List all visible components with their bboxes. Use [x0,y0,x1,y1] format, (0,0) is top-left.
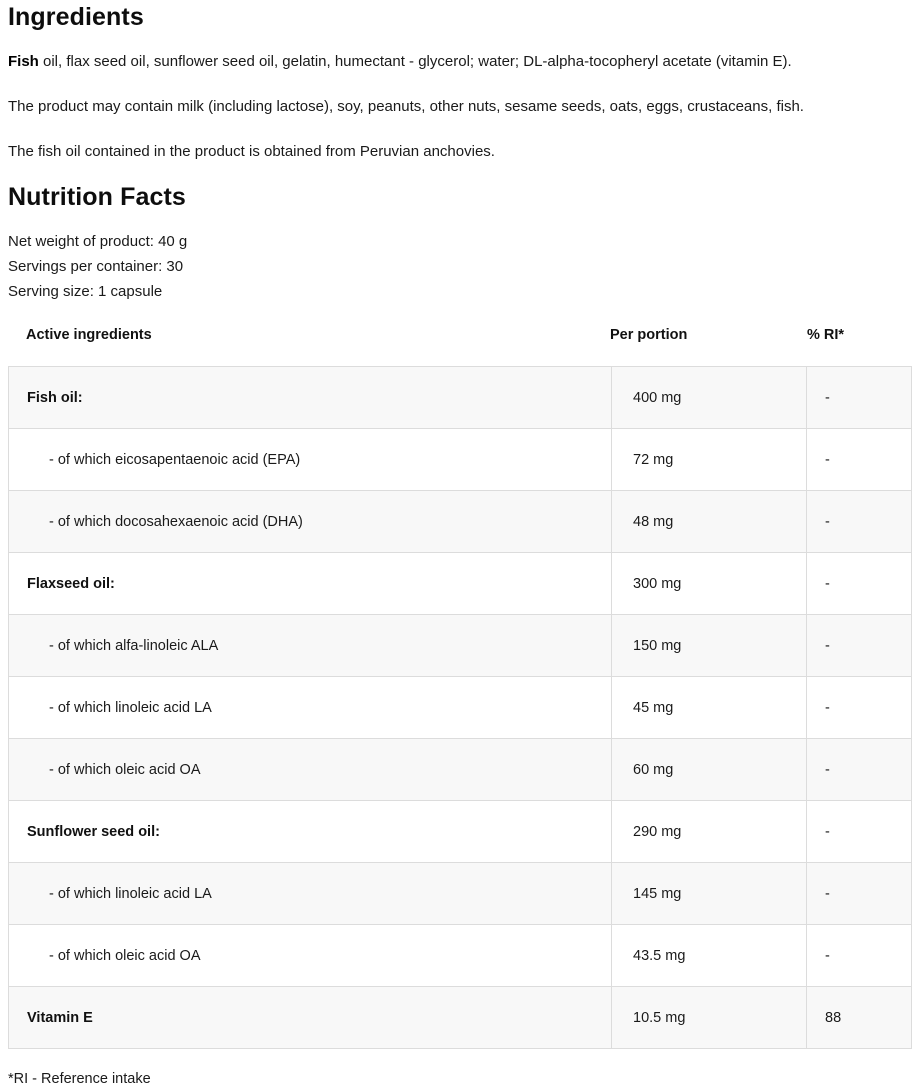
ingredients-list-text: oil, flax seed oil, sunflower seed oil, gelatin, humectant - glycerol; water; DL-alpha-tocopheryl acetate (vitamin E). [38,53,792,70]
table-row [9,491,912,553]
net-weight: Net weight of product: 40 g [8,233,188,250]
ri-value: - [807,615,912,677]
portion-value: 48 mg [612,491,807,553]
ingredients-list [8,53,792,70]
ingredient-name: - of which oleic acid OA [9,925,612,987]
table-header [8,318,911,356]
table-row [9,801,912,863]
table-row [9,367,912,429]
portion-value: 10.5 mg [612,987,807,1049]
ri-footnote: *RI - Reference intake [8,1071,151,1087]
ri-value: - [807,925,912,987]
table-row [9,987,912,1049]
header-active-ingredients: Active ingredients [26,327,152,343]
ri-value: 88 [807,987,912,1049]
ri-value: - [807,677,912,739]
header-per-portion: Per portion [610,327,688,343]
table-row [9,677,912,739]
servings-per-container: Servings per container: 30 [8,258,184,275]
table-row [9,739,912,801]
ingredient-name: Fish oil: [9,367,612,429]
ingredient-name: Vitamin E [9,987,612,1049]
ingredient-name: - of which eicosapentaenoic acid (EPA) [9,429,612,491]
portion-value: 300 mg [612,553,807,615]
portion-value: 290 mg [612,801,807,863]
ingredient-name: - of which linoleic acid LA [9,863,612,925]
ingredient-name: - of which linoleic acid LA [9,677,612,739]
serving-size: Serving size: 1 capsule [8,283,163,300]
product-meta [8,229,187,304]
portion-value: 43.5 mg [612,925,807,987]
ingredient-name: Flaxseed oil: [9,553,612,615]
portion-value: 60 mg [612,739,807,801]
nutrition-facts-heading: Nutrition Facts [8,183,186,211]
table-row [9,615,912,677]
ingredient-name: Sunflower seed oil: [9,801,612,863]
portion-value: 45 mg [612,677,807,739]
ri-value: - [807,367,912,429]
ri-value: - [807,429,912,491]
nutrition-table [8,366,912,1049]
ri-value: - [807,553,912,615]
table-row [9,553,912,615]
ingredient-name: - of which alfa-linoleic ALA [9,615,612,677]
ri-value: - [807,801,912,863]
ri-value: - [807,863,912,925]
table-row [9,863,912,925]
allergen-notice: The product may contain milk (including lactose), soy, peanuts, other nuts, sesame seeds, oats, eggs, crustaceans, fish. [8,98,804,115]
header-ri: % RI* [807,327,845,343]
ingredient-name: - of which docosahexaenoic acid (DHA) [9,491,612,553]
ingredients-heading: Ingredients [8,3,144,31]
ri-value: - [807,739,912,801]
table-row [9,925,912,987]
portion-value: 150 mg [612,615,807,677]
ingredients-first-word: Fish [8,53,39,70]
table-row [9,429,912,491]
fish-oil-origin: The fish oil contained in the product is obtained from Peruvian anchovies. [8,143,495,160]
ingredient-name: - of which oleic acid OA [9,739,612,801]
portion-value: 72 mg [612,429,807,491]
portion-value: 400 mg [612,367,807,429]
ri-value: - [807,491,912,553]
portion-value: 145 mg [612,863,807,925]
